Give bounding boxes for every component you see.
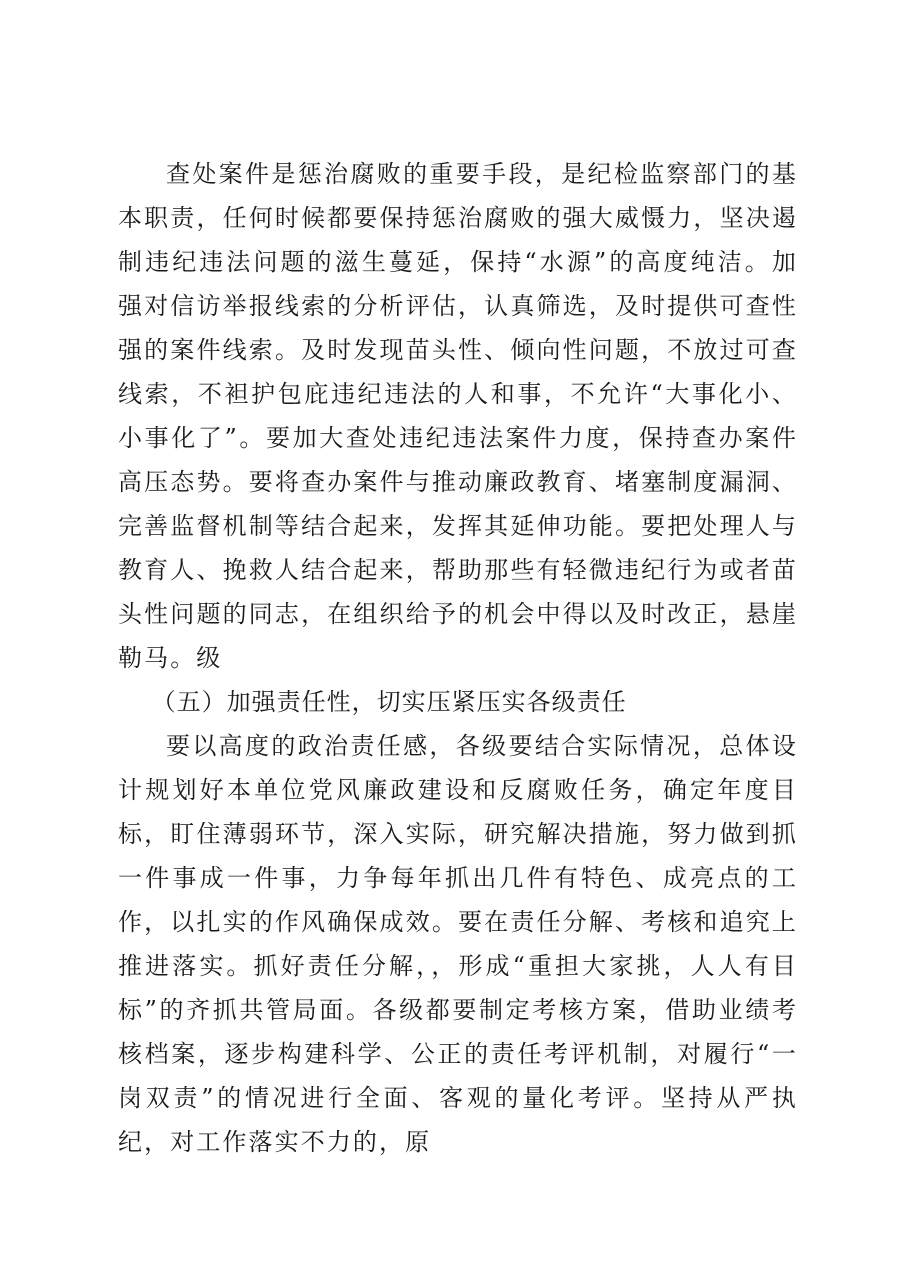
paragraph-case-investigation: 查处案件是惩治腐败的重要手段，是纪检监察部门的基本职责，任何时候都要保持惩治腐败的强大威慑力，坚决遏制违纪违法问题的滋生蔓延，保持“水源”的高度纯洁。加强对信访举报线索的分析评估，认真筛选，及时提供可查性强的案件线索。及时发现苗头性、倾向性问题，不放过可查线索，不袒护包庇违纪违法的人和事，不允许“大事化小、小事化了”。要加大查处违纪违法案件力度，保持查办案件高压态势。要将查办案件与推动廉政教育、堵塞制度漏洞、完善监督机制等结合起来，发挥其延伸功能。要把处理人与教育人、挽救人结合起来，帮助那些有轻微违纪行为或者苗头性问题的同志，在组织给予的机会中得以及时改正，悬崖勒马。级 (118, 160, 798, 672)
paragraph-responsibility: 要以高度的政治责任感，各级要结合实际情况，总体设计规划好本单位党风廉政建设和反腐败任务，确定年度目标，盯住薄弱环节，深入实际，研究解决措施，努力做到抓一件事成一件事，力争每年抓出几件有特色、成亮点的工作，以扎实的作风确保成效。要在责任分解、考核和追究上推进落实。抓好责任分解，，形成“重担大家挑，人人有目标”的齐抓共管局面。各级都要制定考核方案，借助业绩考核档案，逐步构建科学、公正的责任考评机制，对履行“一岗双责”的情况进行全面、客观的量化考评。坚持从严执纪，对工作落实不力的，原 (118, 732, 798, 1156)
section-heading: （五）加强责任性，切实压紧压实各级责任 (151, 688, 627, 716)
document-page (118, 152, 798, 1164)
